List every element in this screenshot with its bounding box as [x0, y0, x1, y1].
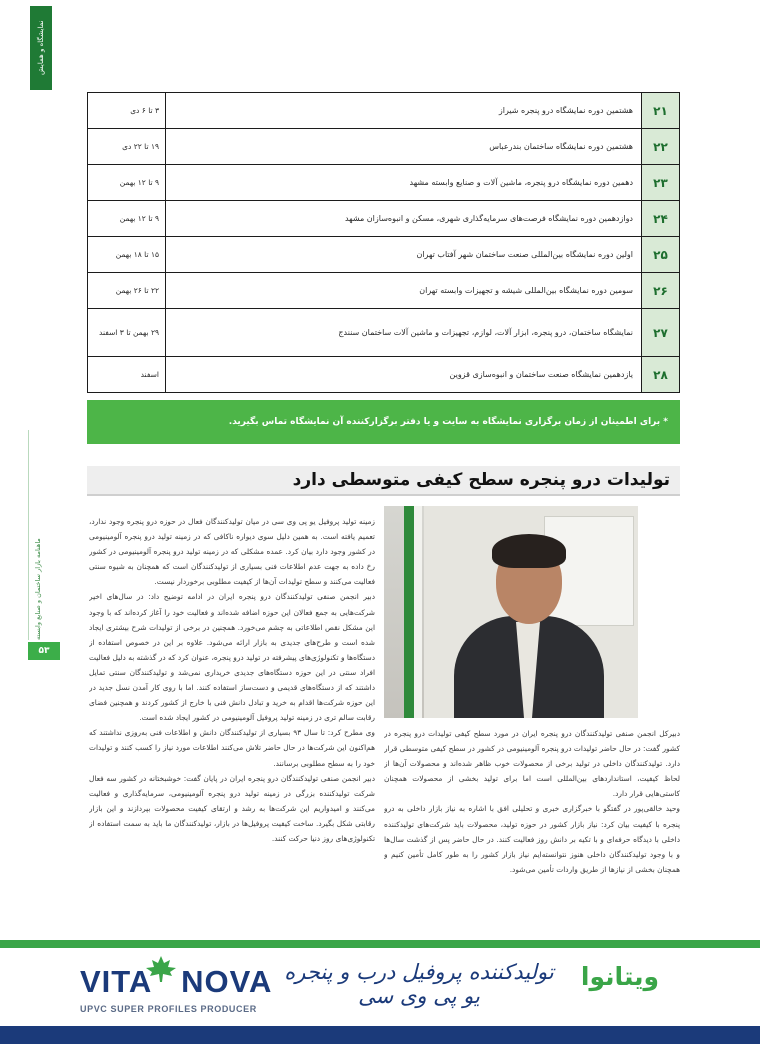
paragraph: دبیر انجمن صنفی تولیدکنندگان درو پنجره ایران در ادامه توضیح داد: در سال‌های اخیر شرکت‌هایی به جمع فعالان این حوزه اضافه شده‌اند و فعالیت خود را آغاز کرده‌اند که با وجود این مشکل نقص اطلاعاتی به چشم می‌خورد. همچنین در برخی از تولیدات شرح بیشتری ایجاد شده است و طرح‌های جدیدی به بازار ارائه می‌شود. علاوه بر این در خصوص استفاده از دستگاه‌ها و تکنولوژی‌های پیشرفته در تولید درو پنجره، عنوان کرد که در گذشته به دلیل فعالیت افراد سنتی در این حوزه دستگاه‌های جدیدی خریداری نمی‌شد و تولیدکنندگان سنتی تمایل داشتند که از دستگاه‌های قدیمی و دست‌ساز استفاده کنند. اما با روی کار آمدن نسل جدید در این حوزه شرکت‌ها اقدام به خرید و تبادل دانش فنی با خارج از کشور کردند و همچنین فضای رقابت سالم تری در زمینه تولید پروفیل آلومینیومی در کشور ایجاد شده است. — [89, 592, 375, 723]
exhibition-date: اسفند — [88, 357, 166, 393]
schedule-row — [88, 129, 680, 165]
brand-slogan-fa: تولیدکننده پروفیل درب و پنجره یو پی وی سی — [284, 960, 554, 1008]
flag-white-stripe — [414, 506, 422, 718]
paragraph: زمینه تولید پروفیل یو پی وی سی در میان تولیدکنندگان فعال در حوزه درو پنجره وجود ندارد، تعمیم یافته است. به همین دلیل سوی دیواره ناکافی که در زمینه تولید درو پنجره آلومینیومی در کشور وجود دارد بیان کرد. عمده مشکلی که در زمینه تولید درو پنجره آلومینیومی در کشور رخ داده به جهت عدم اطلاعات فنی بسیاری از تولیدکنندگان است که همچنان به شیوه سنتی فعالیت می‌کنند و سطح تولیدات آن‌ها از کیفیت مطلوبی برخوردار نیست. — [89, 517, 375, 587]
exhibition-title: یازدهمین نمایشگاه صنعت ساختمان و انبوه‌سازی قزوین — [166, 357, 642, 393]
exhibition-date: ۱۹ تا ۲۲ دی — [88, 129, 166, 165]
exhibition-date: ۳ تا ۶ دی — [88, 93, 166, 129]
schedule-row — [88, 201, 680, 237]
exhibition-schedule-table — [87, 92, 680, 393]
running-head: ماهنامه بازار ساختمان و صنایع وابسته — [34, 538, 42, 640]
brand-logo-en — [80, 964, 272, 1000]
exhibition-date: ۲۹ بهمن تا ۳ اسفند — [88, 309, 166, 357]
exhibition-date: ۹ تا ۱۲ بهمن — [88, 165, 166, 201]
person-hair — [492, 534, 566, 568]
exhibition-date: ۹ تا ۱۲ بهمن — [88, 201, 166, 237]
exhibition-date: ۲۲ تا ۲۶ بهمن — [88, 273, 166, 309]
row-number: ۲۵ — [642, 237, 680, 273]
row-number: ۲۶ — [642, 273, 680, 309]
paragraph: دبیر انجمن صنفی تولیدکنندگان درو پنجره ایران در پایان گفت: خوشبختانه در کشور سه فعال شرکت تولیدکننده بزرگی در زمینه تولید درو پنجره آلومینیومی، سرمایه‌گذاری و فعالیت می‌کنند و امیدواریم این شرکت‌ها به رشد و ارتقای کیفیت محصولات بپردازند و این بازار رقابتی شکل بگیرد. ساخت کیفیت پروفیل‌ها در بازار، تولیدکنندگان ما باید به سمت استفاده از تکنولوژی‌های روز دنیا حرکت کنند. — [89, 773, 375, 843]
interviewee-photo — [384, 506, 638, 718]
row-number: ۲۳ — [642, 165, 680, 201]
article-column-right — [384, 726, 680, 896]
schedule-row — [88, 309, 680, 357]
exhibition-title: اولین دوره نمایشگاه بین‌المللی صنعت ساختمان شهر آفتاب تهران — [166, 237, 642, 273]
brand-word-left: VITA — [80, 964, 153, 999]
exhibition-title: هشتمین دوره نمایشگاه ساختمان بندرعباس — [166, 129, 642, 165]
schedule-row — [88, 237, 680, 273]
row-number: ۲۴ — [642, 201, 680, 237]
brand-word-right: NOVA — [181, 964, 273, 999]
row-number: ۲۷ — [642, 309, 680, 357]
flag-green-stripe — [404, 506, 414, 718]
exhibition-title: نمایشگاه ساختمان، درو پنجره، ابزار آلات، لوازم، تجهیزات و ماشین آلات ساختمان سنندج — [166, 309, 642, 357]
paragraph: وحید خالقی‌پور در گفتگو با خبرگزاری خبری و تحلیلی افق با اشاره به نیاز بازار داخلی به درو پنجره با کیفیت بیان کرد: نیاز بازار کشور در حوزه تولید، محصولات باید شرکت‌های تولیدکننده داخلی با دیدگاه حرفه‌ای و با تکیه بر دانش روز فعالیت کنند. در حال حاضر پس از گذشت سال‌ها و با وجود تولیدکنندگان داخلی هنوز نتوانسته‌ایم نیاز بازار کشور را به طور کامل تأمین کنیم و همچنان بخشی از نیازها از طریق واردات تأمین می‌شود. — [384, 804, 680, 874]
bottom-bar — [0, 1026, 760, 1044]
advertisement-banner — [0, 948, 760, 1026]
brand-tagline-en: UPVC SUPER PROFILES PRODUCER — [80, 1004, 257, 1014]
brand-name-fa: ویتانوا — [580, 962, 660, 991]
row-number: ۲۱ — [642, 93, 680, 129]
page-number: ۵۳ — [28, 642, 60, 660]
section-tab: نمایشگاه و همایش — [30, 6, 52, 90]
maple-leaf-icon — [146, 956, 176, 982]
schedule-row — [88, 357, 680, 393]
contact-note: * برای اطمینان از زمان برگزاری نمایشگاه به سایت و یا دفتر برگزارکننده آن نمایشگاه تماس بگیرید. — [87, 400, 680, 444]
article-headline: تولیدات درو پنجره سطح کیفی متوسطی دارد — [87, 466, 680, 496]
exhibition-title: سومین دوره نمایشگاه بین‌المللی شیشه و تجهیزات وابسته تهران — [166, 273, 642, 309]
exhibition-title: دهمین دوره نمایشگاه درو پنجره، ماشین آلات و صنایع وابسته مشهد — [166, 165, 642, 201]
row-number: ۲۸ — [642, 357, 680, 393]
schedule-row — [88, 165, 680, 201]
article-column-left — [89, 514, 375, 894]
exhibition-date: ۱۵ تا ۱۸ بهمن — [88, 237, 166, 273]
schedule-row — [88, 273, 680, 309]
side-rule — [28, 430, 29, 640]
paragraph: وی مطرح کرد: تا سال ۹۳ بسیاری از تولیدکنندگان دانش و اطلاعات فنی به‌روزی نداشتند که هم‌اکنون این شرکت‌ها در حال حاضر تلاش می‌کنند اطلاعات مورد نیاز را کسب کنند و تولیدات خود را به سطح مطلوبی برسانند. — [89, 728, 375, 768]
paragraph: دبیرکل انجمن صنفی تولیدکنندگان درو پنجره ایران در مورد سطح کیفی تولیدات درو پنجره در کشور گفت: در حال حاضر تولیدات درو پنجره آلومینیومی در کشور در سطح کیفی متوسطی قرار دارد. تولیدکنندگان داخلی در تولید برخی از محصولات خوب ظاهر شده‌اند و محصولات آن‌ها از لحاظ کیفیت، استانداردهای بین‌المللی است اما برای تولید بخشی از محصولات همچنان کاستی‌هایی قرار دارد. — [384, 729, 680, 799]
ad-top-rule — [0, 940, 760, 948]
row-number: ۲۲ — [642, 129, 680, 165]
exhibition-title: هشتمین دوره نمایشگاه درو پنجره شیراز — [166, 93, 642, 129]
schedule-row — [88, 93, 680, 129]
exhibition-title: دوازدهمین دوره نمایشگاه فرصت‌های سرمایه‌گذاری شهری، مسکن و انبوه‌سازان مشهد — [166, 201, 642, 237]
